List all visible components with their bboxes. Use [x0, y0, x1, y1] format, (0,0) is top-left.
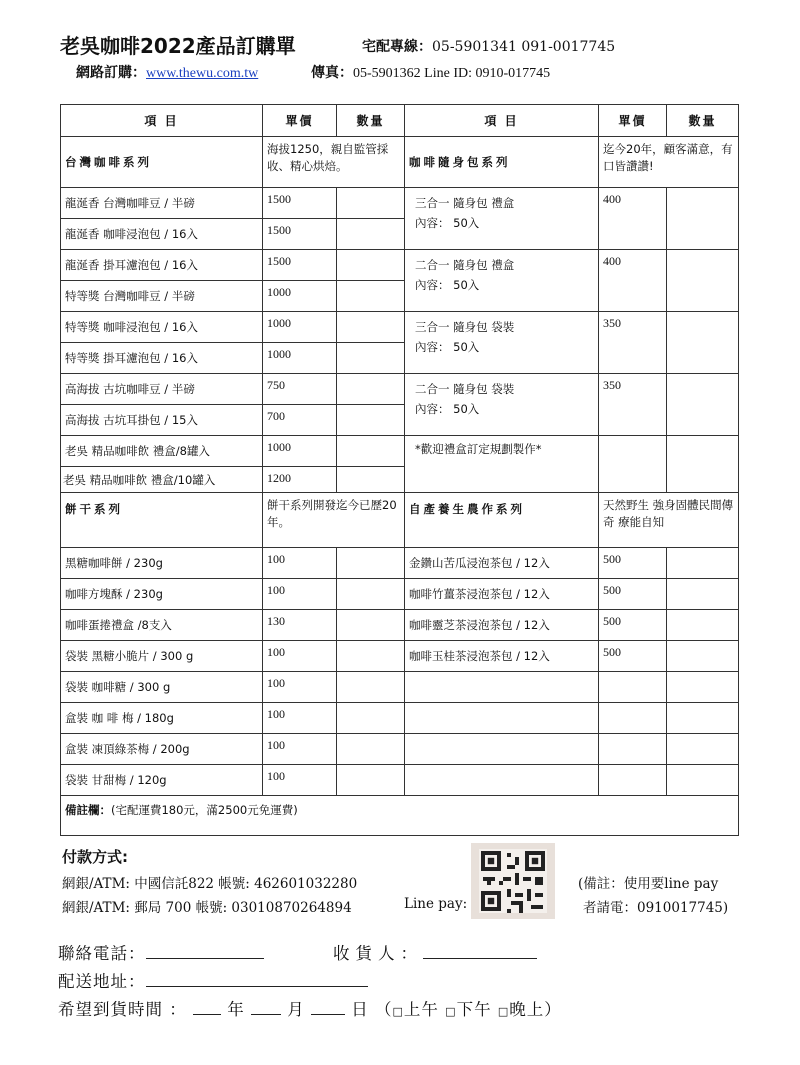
close-paren: ） — [544, 1000, 562, 1019]
fax-value: 05-5901362 Line ID: 0910-017745 — [353, 66, 551, 81]
product-name: 老吳 精品咖啡飲 禮盒/8罐入 — [61, 436, 263, 467]
afternoon-checkbox[interactable]: □ — [445, 1005, 457, 1018]
remark-label: 備註欄： — [65, 803, 111, 817]
product-name — [405, 250, 599, 312]
fax-label: 傳真： — [311, 65, 353, 81]
product-price: 350 — [599, 374, 667, 436]
qty-cell[interactable] — [337, 281, 405, 312]
portable-content: 內容： 50入 — [415, 402, 480, 416]
table-row — [61, 548, 739, 579]
section-title-biscuit: 餅干系列 — [61, 493, 263, 548]
qty-cell[interactable] — [337, 467, 405, 493]
page-title: 老吳咖啡2022產品訂購單 — [60, 34, 296, 58]
day-field[interactable] — [311, 1000, 345, 1015]
qty-cell[interactable] — [667, 610, 739, 641]
table-row — [61, 703, 739, 734]
product-price: 1500 — [263, 188, 337, 219]
product-price: 100 — [263, 765, 337, 796]
qty-cell[interactable] — [337, 343, 405, 374]
qty-cell[interactable] — [337, 405, 405, 436]
product-price: 1500 — [263, 250, 337, 281]
receiver-label: 收貨人： — [333, 944, 423, 963]
product-price: 500 — [599, 641, 667, 672]
order-table — [60, 104, 739, 836]
product-price: 1200 — [263, 467, 337, 493]
qty-cell[interactable] — [337, 374, 405, 405]
table-row — [61, 579, 739, 610]
empty-cell — [599, 734, 667, 765]
qty-cell[interactable] — [667, 765, 739, 796]
section-note-biscuit: 餅干系列開發迄今已歷20年。 — [263, 493, 405, 548]
qty-cell[interactable] — [337, 703, 405, 734]
header-price-2: 單價 — [599, 105, 667, 137]
qty-cell[interactable] — [667, 548, 739, 579]
qty-cell[interactable] — [667, 188, 739, 250]
phone-field-row — [58, 940, 264, 964]
section-row — [61, 493, 739, 548]
qty-cell[interactable] — [667, 641, 739, 672]
evening-label: 晚上 — [509, 1000, 545, 1019]
product-price: 130 — [263, 610, 337, 641]
product-price: 400 — [599, 188, 667, 250]
table-header-row — [61, 105, 739, 137]
section-note-portable: 迄今20年，顧客滿意，有口皆讚讚! — [599, 137, 739, 188]
phone-field[interactable] — [146, 944, 264, 959]
remark-cell[interactable] — [61, 796, 739, 836]
section-title-portable: 咖啡隨身包系列 — [405, 137, 599, 188]
portable-content: 內容： 50入 — [415, 216, 480, 230]
product-name: 特等獎 咖啡浸泡包 / 16入 — [61, 312, 263, 343]
morning-checkbox[interactable]: □ — [392, 1005, 404, 1018]
qty-cell[interactable] — [667, 672, 739, 703]
section-title-farm: 自產養生農作系列 — [405, 493, 599, 548]
product-price: 100 — [263, 672, 337, 703]
product-name: 龍涎香 咖啡浸泡包 / 16入 — [61, 219, 263, 250]
product-name: 盒裝 咖 啡 梅 / 180g — [61, 703, 263, 734]
product-name: 袋裝 咖啡糖 / 300 g — [61, 672, 263, 703]
qty-cell[interactable] — [337, 436, 405, 467]
product-name — [405, 374, 599, 436]
empty-cell — [599, 765, 667, 796]
product-name: 高海拔 古坑耳掛包 / 15入 — [61, 405, 263, 436]
hotline-value: 05-5901341 091-0017745 — [432, 39, 616, 55]
product-name: 咖啡竹薑茶浸泡茶包 / 12入 — [405, 579, 599, 610]
product-price: 750 — [263, 374, 337, 405]
product-name: 龍涎香 台灣咖啡豆 / 半磅 — [61, 188, 263, 219]
linepay-label: Line pay: — [404, 896, 468, 912]
product-price: 400 — [599, 250, 667, 312]
year-label: 年 — [227, 1000, 245, 1019]
product-name: 龍涎香 掛耳濾泡包 / 16入 — [61, 250, 263, 281]
qty-cell[interactable] — [337, 672, 405, 703]
receiver-field-row — [333, 940, 537, 964]
web-order — [76, 62, 258, 82]
section-note-taiwan: 海拔1250，親自監管採收、精心烘焙。 — [263, 137, 405, 188]
phone-label: 聯絡電話： — [58, 944, 146, 963]
header-qty: 數量 — [337, 105, 405, 137]
product-name: 咖啡方塊酥 / 230g — [61, 579, 263, 610]
empty-cell — [405, 703, 599, 734]
month-label: 月 — [287, 1000, 305, 1019]
section-row — [61, 137, 739, 188]
open-paren: （ — [375, 1000, 393, 1019]
table-row — [61, 250, 739, 281]
web-label: 網路訂購： — [76, 65, 146, 81]
product-name: 老吳 精品咖啡飲 禮盒/10罐入 — [61, 467, 263, 493]
qty-cell[interactable] — [667, 250, 739, 312]
qr-code-icon — [479, 849, 547, 913]
remark-row — [61, 796, 739, 836]
day-label: 日 — [351, 1000, 369, 1019]
table-row — [61, 672, 739, 703]
morning-label: 上午 — [403, 1000, 439, 1019]
header-qty-2: 數量 — [667, 105, 739, 137]
table-row — [61, 188, 739, 219]
fax-line — [311, 62, 550, 82]
qty-cell[interactable] — [337, 579, 405, 610]
product-price: 500 — [599, 548, 667, 579]
gift-note: *歡迎禮盒訂定規劃製作* — [405, 436, 599, 493]
empty-cell — [599, 672, 667, 703]
product-price: 100 — [263, 579, 337, 610]
qty-cell[interactable] — [337, 312, 405, 343]
section-note-farm: 天然野生 強身固體民間傳奇 療能自知 — [599, 493, 739, 548]
section-title-taiwan: 台灣咖啡系列 — [61, 137, 263, 188]
table-row — [61, 374, 739, 405]
header-item-2: 項 目 — [405, 105, 599, 137]
product-name: 黑糖咖啡餅 / 230g — [61, 548, 263, 579]
qty-cell[interactable] — [667, 312, 739, 374]
product-price: 100 — [263, 703, 337, 734]
qty-cell[interactable] — [337, 548, 405, 579]
header-item: 項 目 — [61, 105, 263, 137]
portable-name: 三合一 隨身包 袋裝 — [415, 320, 515, 334]
qty-cell[interactable] — [337, 250, 405, 281]
product-price: 100 — [263, 734, 337, 765]
hotline — [362, 36, 615, 56]
receiver-field[interactable] — [423, 944, 537, 959]
portable-content: 內容： 50入 — [415, 278, 480, 292]
qty-cell[interactable] — [337, 188, 405, 219]
portable-name: 二合一 隨身包 袋裝 — [415, 382, 515, 396]
qty-cell[interactable] — [667, 579, 739, 610]
product-name — [405, 312, 599, 374]
qty-cell[interactable] — [337, 610, 405, 641]
product-name: 咖啡蛋捲禮盒 /8支入 — [61, 610, 263, 641]
product-price: 100 — [263, 641, 337, 672]
product-name: 袋裝 甘甜梅 / 120g — [61, 765, 263, 796]
product-price: 1000 — [263, 343, 337, 374]
product-price: 100 — [263, 548, 337, 579]
empty-cell — [599, 703, 667, 734]
product-name: 袋裝 黑糖小脆片 / 300 g — [61, 641, 263, 672]
year-field[interactable] — [193, 1000, 221, 1015]
month-field[interactable] — [251, 1000, 281, 1015]
afternoon-label: 下午 — [456, 1000, 492, 1019]
product-price: 350 — [599, 312, 667, 374]
empty-cell — [405, 672, 599, 703]
portable-name: 二合一 隨身包 禮盒 — [415, 258, 515, 272]
product-price: 1000 — [263, 312, 337, 343]
product-price: 1000 — [263, 281, 337, 312]
portable-content: 內容： 50入 — [415, 340, 480, 354]
qty-cell[interactable] — [337, 219, 405, 250]
qty-cell[interactable] — [667, 734, 739, 765]
address-field[interactable] — [146, 972, 368, 987]
payment-title: 付款方式: — [62, 848, 128, 866]
empty-cell — [599, 436, 667, 493]
linepay-note-1: (備註：使用要line pay — [578, 876, 719, 892]
header-price: 單價 — [263, 105, 337, 137]
empty-cell — [405, 734, 599, 765]
product-name — [405, 188, 599, 250]
product-name: 特等獎 掛耳濾泡包 / 16入 — [61, 343, 263, 374]
table-row — [61, 312, 739, 343]
table-row — [61, 641, 739, 672]
product-price: 1500 — [263, 219, 337, 250]
qty-cell[interactable] — [337, 641, 405, 672]
product-price: 1000 — [263, 436, 337, 467]
website-link[interactable]: www.thewu.com.tw — [146, 66, 259, 81]
product-price: 500 — [599, 579, 667, 610]
remark-text: (宅配運費180元，滿2500元免運費) — [111, 803, 298, 817]
linepay-note-2: 者請電：0910017745) — [583, 900, 729, 916]
address-field-row — [58, 968, 368, 992]
delivery-time-label: 希望到貨時間 ： — [58, 1000, 187, 1019]
product-name: 金鑽山苦瓜浸泡茶包 / 12入 — [405, 548, 599, 579]
product-name: 咖啡靈芝茶浸泡茶包 / 12入 — [405, 610, 599, 641]
qty-cell[interactable] — [667, 703, 739, 734]
evening-checkbox[interactable]: □ — [497, 1005, 510, 1018]
portable-name: 三合一 隨身包 禮盒 — [415, 196, 515, 210]
product-name: 咖啡玉桂茶浸泡茶包 / 12入 — [405, 641, 599, 672]
qty-cell[interactable] — [337, 734, 405, 765]
table-row — [61, 734, 739, 765]
qty-cell[interactable] — [667, 436, 739, 493]
product-name: 盒裝 凍頂綠茶梅 / 200g — [61, 734, 263, 765]
table-row — [61, 765, 739, 796]
hotline-label: 宅配專線： — [362, 39, 432, 55]
empty-cell — [405, 765, 599, 796]
address-label: 配送地址： — [58, 972, 146, 991]
table-row — [61, 610, 739, 641]
qty-cell[interactable] — [667, 374, 739, 436]
delivery-time-row — [58, 996, 562, 1020]
qty-cell[interactable] — [337, 765, 405, 796]
payment-bank-1: 網銀/ATM: 中國信託822 帳號: 462601032280 — [62, 876, 358, 892]
product-name: 高海拔 古坑咖啡豆 / 半磅 — [61, 374, 263, 405]
payment-bank-2: 網銀/ATM: 郵局 700 帳號: 03010870264894 — [62, 900, 352, 916]
product-price: 700 — [263, 405, 337, 436]
linepay-qr-code[interactable] — [471, 843, 555, 919]
product-name: 特等獎 台灣咖啡豆 / 半磅 — [61, 281, 263, 312]
product-price: 500 — [599, 610, 667, 641]
table-row — [61, 436, 739, 467]
